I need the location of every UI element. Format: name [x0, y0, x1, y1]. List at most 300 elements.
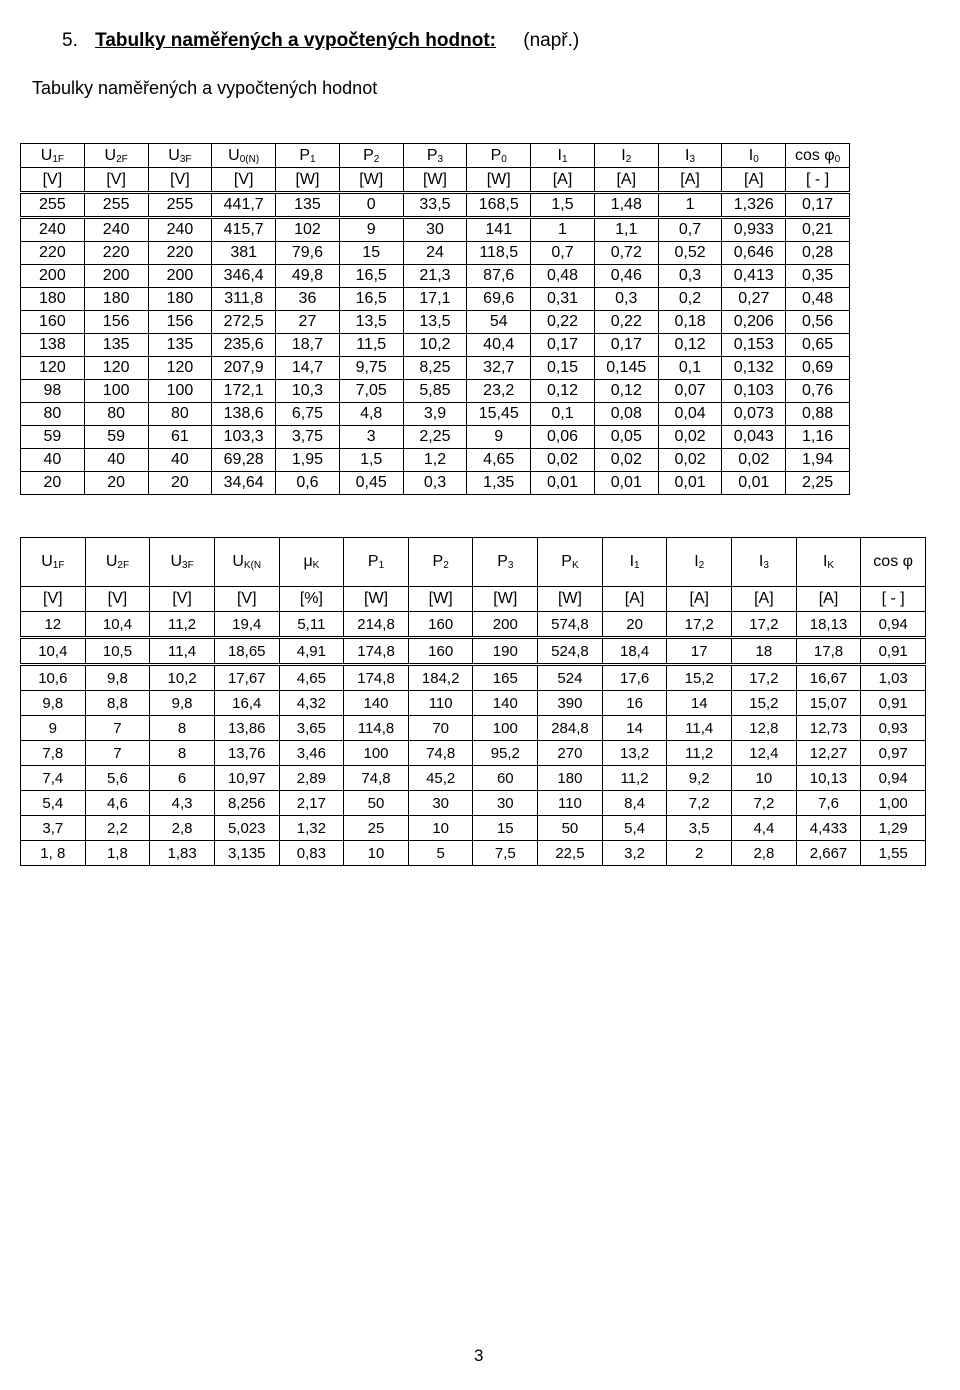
table-cell: 20	[84, 472, 148, 495]
table-cell: 141	[467, 218, 531, 242]
header-subscript: 1	[634, 560, 640, 571]
table-cell: 11,4	[667, 716, 732, 741]
table-cell: 235,6	[212, 334, 276, 357]
column-header	[279, 538, 344, 587]
table-cell: 0,83	[279, 841, 344, 866]
table-cell: 0,413	[722, 265, 786, 288]
table-cell: 10,4	[21, 638, 86, 665]
table-cell: 184,2	[408, 665, 473, 691]
table-cell: 50	[538, 816, 603, 841]
table-cell: 240	[84, 218, 148, 242]
table-cell: 7,2	[667, 791, 732, 816]
table-cell: 0,17	[786, 193, 850, 218]
table-cell: 6,75	[276, 403, 340, 426]
column-header	[786, 144, 850, 168]
table-cell: 30	[403, 218, 467, 242]
table-cell: 9,2	[667, 766, 732, 791]
header-symbol: U	[41, 553, 53, 570]
table-cell: 0,3	[594, 288, 658, 311]
table-cell: 0,12	[531, 380, 595, 403]
header-symbol: P	[497, 553, 508, 570]
header-symbol: μ	[303, 553, 313, 570]
table-row	[21, 334, 850, 357]
header-symbol: I	[557, 146, 562, 164]
unit-cell: [V]	[84, 168, 148, 193]
table-cell: 5	[408, 841, 473, 866]
header-symbol: I	[822, 553, 828, 570]
table-cell: 2,17	[279, 791, 344, 816]
table-cell: 49,8	[276, 265, 340, 288]
table-cell: 138	[21, 334, 85, 357]
column-header	[667, 538, 732, 587]
column-header	[594, 144, 658, 168]
table-cell: 220	[148, 242, 212, 265]
table-cell: 0,22	[594, 311, 658, 334]
table-cell: 12,73	[796, 716, 861, 741]
table-cell: 74,8	[344, 766, 409, 791]
table-cell: 10	[344, 841, 409, 866]
table-cell: 8,8	[85, 691, 150, 716]
table-cell: 441,7	[212, 193, 276, 218]
unit-cell: [V]	[214, 587, 279, 612]
table-cell: 3,135	[214, 841, 279, 866]
table-cell: 15,45	[467, 403, 531, 426]
table-cell: 2,89	[279, 766, 344, 791]
table-cell: 10,2	[150, 665, 215, 691]
table-cell: 40	[84, 449, 148, 472]
table-cell: 70	[408, 716, 473, 741]
table-cell: 0,35	[786, 265, 850, 288]
table-cell: 5,4	[21, 791, 86, 816]
table-cell: 13,2	[602, 741, 667, 766]
header-symbol: U	[168, 146, 180, 164]
section-number: 5.	[62, 30, 78, 51]
table-cell: 415,7	[212, 218, 276, 242]
table-cell: 87,6	[467, 265, 531, 288]
table-cell: 0,06	[531, 426, 595, 449]
table-cell: 34,64	[212, 472, 276, 495]
table-cell: 21,3	[403, 265, 467, 288]
table-row	[21, 472, 850, 495]
unit-cell: [V]	[21, 587, 86, 612]
table-cell: 3,7	[21, 816, 86, 841]
table-cell: 95,2	[473, 741, 538, 766]
table-cell: 0,6	[276, 472, 340, 495]
table-cell: 4,3	[150, 791, 215, 816]
table-cell: 156	[148, 311, 212, 334]
table-cell: 3,46	[279, 741, 344, 766]
header-symbol: U	[40, 146, 53, 164]
table-cell: 255	[148, 193, 212, 218]
table-cell: 23,2	[467, 380, 531, 403]
table-cell: 0,52	[658, 242, 722, 265]
table-cell: 8	[150, 716, 215, 741]
table-cell: 14	[667, 691, 732, 716]
table-cell: 18,13	[796, 612, 861, 638]
header-subscript: 2F	[117, 560, 130, 571]
unit-cell: [W]	[276, 168, 340, 193]
header-symbol: P	[426, 146, 438, 164]
unit-cell: [W]	[538, 587, 603, 612]
table-cell: 5,85	[403, 380, 467, 403]
table-row	[21, 288, 850, 311]
header-row	[21, 144, 850, 168]
table-row	[21, 612, 926, 638]
header-subscript: 0(N)	[239, 153, 260, 165]
table-cell: 165	[473, 665, 538, 691]
table-cell: 4,32	[279, 691, 344, 716]
table-row	[21, 741, 926, 766]
table-cell: 2	[667, 841, 732, 866]
table-cell: 1,03	[861, 665, 926, 691]
unit-cell: [V]	[148, 168, 212, 193]
header-subscript: 1F	[52, 560, 65, 571]
column-header	[21, 538, 86, 587]
table-cell: 80	[21, 403, 85, 426]
table-cell: 140	[473, 691, 538, 716]
header-subscript: K	[312, 560, 320, 571]
unit-cell: [ - ]	[861, 587, 926, 612]
table-cell: 10,6	[21, 665, 86, 691]
table-cell: 3,5	[667, 816, 732, 841]
column-header	[150, 538, 215, 587]
table-cell: 11,2	[667, 741, 732, 766]
unit-cell: [V]	[85, 587, 150, 612]
table-cell: 103,3	[212, 426, 276, 449]
table-cell: 69,6	[467, 288, 531, 311]
table-cell: 284,8	[538, 716, 603, 741]
table-cell: 0,12	[658, 334, 722, 357]
table-cell: 7,4	[21, 766, 86, 791]
header-symbol: P	[363, 146, 374, 164]
column-header	[658, 144, 722, 168]
table-cell: 1,2	[403, 449, 467, 472]
table-cell: 0,145	[594, 357, 658, 380]
table-cell: 1,32	[279, 816, 344, 841]
table-cell: 114,8	[344, 716, 409, 741]
table-cell: 14,7	[276, 357, 340, 380]
table-cell: 110	[538, 791, 603, 816]
header-symbol: U	[232, 553, 244, 570]
header-subscript: 3	[507, 560, 514, 571]
table-cell: 2,8	[150, 816, 215, 841]
header-symbol: P	[432, 553, 444, 570]
table-cell: 98	[21, 380, 85, 403]
table-cell: 12,27	[796, 741, 861, 766]
table-cell: 3	[339, 426, 403, 449]
table-cell: 135	[84, 334, 148, 357]
table-cell: 0,08	[594, 403, 658, 426]
table-cell: 1,83	[150, 841, 215, 866]
table-cell: 7	[85, 741, 150, 766]
table-cell: 160	[408, 612, 473, 638]
table-cell: 1,8	[85, 841, 150, 866]
table-cell: 0,933	[722, 218, 786, 242]
table-cell: 0	[339, 193, 403, 218]
header-subscript: 1F	[52, 153, 64, 165]
unit-cell: [W]	[339, 168, 403, 193]
table-cell: 27	[276, 311, 340, 334]
table-cell: 0,132	[722, 357, 786, 380]
tables-subtitle: Tabulky naměřených a vypočtených hodnot	[32, 78, 378, 98]
table-cell: 10	[732, 766, 797, 791]
table-cell: 14	[602, 716, 667, 741]
table-cell: 0,93	[861, 716, 926, 741]
table-cell: 0,103	[722, 380, 786, 403]
table-cell: 61	[148, 426, 212, 449]
table-cell: 180	[148, 288, 212, 311]
table-cell: 1, 8	[21, 841, 86, 866]
table-cell: 6	[150, 766, 215, 791]
header-subscript: 0	[834, 153, 841, 165]
table-cell: 15	[339, 242, 403, 265]
table-cell: 120	[84, 357, 148, 380]
page-number: 3	[474, 1346, 484, 1365]
table-cell: 100	[473, 716, 538, 741]
header-subscript: 1	[310, 153, 316, 165]
table-cell: 18,4	[602, 638, 667, 665]
table-cell: 0,22	[531, 311, 595, 334]
table-cell: 3,2	[602, 841, 667, 866]
table-cell: 19,4	[214, 612, 279, 638]
table-cell: 390	[538, 691, 603, 716]
table-cell: 40	[21, 449, 85, 472]
table-row	[21, 638, 926, 665]
table-cell: 4,4	[732, 816, 797, 841]
table-cell: 59	[84, 426, 148, 449]
table-cell: 3,75	[276, 426, 340, 449]
table-cell: 190	[473, 638, 538, 665]
table-cell: 16,5	[339, 265, 403, 288]
table-row	[21, 380, 850, 403]
table-cell: 0,153	[722, 334, 786, 357]
no-load-measurement-table	[20, 143, 850, 495]
table-cell: 0,2	[658, 288, 722, 311]
units-row	[21, 168, 850, 193]
unit-cell: [W]	[344, 587, 409, 612]
column-header	[339, 144, 403, 168]
table-cell: 22,5	[538, 841, 603, 866]
header-subscript: 2F	[116, 153, 128, 165]
table-cell: 0,7	[531, 242, 595, 265]
table-cell: 524	[538, 665, 603, 691]
unit-cell: [A]	[658, 168, 722, 193]
header-symbol: I	[748, 146, 754, 164]
header-symbol: P	[561, 553, 572, 570]
table-cell: 160	[408, 638, 473, 665]
table-cell: 12	[21, 612, 86, 638]
table-cell: 12,8	[732, 716, 797, 741]
header-symbol: cos φ	[794, 146, 835, 164]
table-cell: 59	[21, 426, 85, 449]
table-cell: 16	[602, 691, 667, 716]
table-cell: 9,8	[85, 665, 150, 691]
unit-cell: [W]	[467, 168, 531, 193]
table-cell: 74,8	[408, 741, 473, 766]
table-cell: 100	[344, 741, 409, 766]
table-cell: 80	[148, 403, 212, 426]
header-row	[21, 538, 926, 587]
table-row	[21, 311, 850, 334]
table-cell: 4,65	[467, 449, 531, 472]
table-cell: 17,67	[214, 665, 279, 691]
unit-cell: [A]	[531, 168, 595, 193]
section-title: Tabulky naměřených a vypočtených hodnot:	[95, 30, 496, 51]
table-cell: 79,6	[276, 242, 340, 265]
table-cell: 50	[344, 791, 409, 816]
table-cell: 0,46	[594, 265, 658, 288]
column-header	[214, 538, 279, 587]
table-cell: 7,05	[339, 380, 403, 403]
table-cell: 255	[84, 193, 148, 218]
table-cell: 0,02	[658, 449, 722, 472]
table-cell: 2,25	[786, 472, 850, 495]
table-cell: 138,6	[212, 403, 276, 426]
table-cell: 10,2	[403, 334, 467, 357]
table-cell: 1,5	[339, 449, 403, 472]
table-cell: 0,65	[786, 334, 850, 357]
table-cell: 0,94	[861, 612, 926, 638]
table-cell: 8,4	[602, 791, 667, 816]
table-cell: 7,2	[732, 791, 797, 816]
table-cell: 8,256	[214, 791, 279, 816]
table-cell: 140	[344, 691, 409, 716]
table-cell: 4,65	[279, 665, 344, 691]
header-subscript: 1	[378, 560, 385, 571]
column-header	[276, 144, 340, 168]
table-cell: 9,8	[21, 691, 86, 716]
table-cell: 0,94	[861, 766, 926, 791]
table-cell: 0,88	[786, 403, 850, 426]
header-subscript: 0	[501, 153, 507, 165]
table-cell: 0,91	[861, 691, 926, 716]
table-cell: 120	[148, 357, 212, 380]
table-cell: 2,667	[796, 841, 861, 866]
short-circuit-measurement-table	[20, 537, 926, 866]
column-header	[602, 538, 667, 587]
table-cell: 0,17	[531, 334, 595, 357]
table-cell: 45,2	[408, 766, 473, 791]
table-cell: 17,2	[732, 612, 797, 638]
unit-cell: [ - ]	[786, 168, 850, 193]
table-cell: 156	[84, 311, 148, 334]
header-subscript: K(N	[243, 560, 262, 571]
header-subscript: 3	[689, 153, 696, 165]
table-row	[21, 193, 850, 218]
table-cell: 1,55	[861, 841, 926, 866]
table-cell: 13,5	[403, 311, 467, 334]
header-symbol: U	[228, 146, 240, 164]
table-cell: 200	[473, 612, 538, 638]
table-cell: 0,17	[594, 334, 658, 357]
table-cell: 0,28	[786, 242, 850, 265]
table-cell: 0,04	[658, 403, 722, 426]
table-cell: 1	[531, 218, 595, 242]
section-heading	[62, 30, 579, 52]
unit-cell: [A]	[722, 168, 786, 193]
table-cell: 24	[403, 242, 467, 265]
table-cell: 0,76	[786, 380, 850, 403]
header-symbol: U	[104, 146, 117, 164]
table-cell: 207,9	[212, 357, 276, 380]
unit-cell: [V]	[150, 587, 215, 612]
header-subscript: 3	[763, 560, 769, 571]
table-cell: 240	[21, 218, 85, 242]
table-cell: 1,00	[861, 791, 926, 816]
table-cell: 0,073	[722, 403, 786, 426]
table-cell: 15,2	[667, 665, 732, 691]
header-subscript: 1	[561, 153, 568, 165]
table-cell: 2,25	[403, 426, 467, 449]
table-cell: 0,01	[594, 472, 658, 495]
table-cell: 9,75	[339, 357, 403, 380]
column-header	[85, 538, 150, 587]
column-header	[21, 144, 85, 168]
table-row	[21, 426, 850, 449]
table-cell: 40,4	[467, 334, 531, 357]
table-cell: 1	[658, 193, 722, 218]
table-cell: 0,02	[658, 426, 722, 449]
table-cell: 16,5	[339, 288, 403, 311]
header-subscript: 2	[625, 153, 632, 165]
header-subscript: K	[571, 560, 579, 571]
table-cell: 0,27	[722, 288, 786, 311]
table-cell: 0,91	[861, 638, 926, 665]
table-cell: 17,8	[796, 638, 861, 665]
column-header	[84, 144, 148, 168]
table-cell: 17,2	[732, 665, 797, 691]
unit-cell: [%]	[279, 587, 344, 612]
table-cell: 13,5	[339, 311, 403, 334]
table-cell: 100	[148, 380, 212, 403]
table-cell: 110	[408, 691, 473, 716]
table-cell: 200	[148, 265, 212, 288]
header-symbol: cos φ	[873, 553, 914, 570]
table-row	[21, 716, 926, 741]
unit-cell: [V]	[21, 168, 85, 193]
table-cell: 135	[148, 334, 212, 357]
table-cell: 13,86	[214, 716, 279, 741]
table-cell: 174,8	[344, 665, 409, 691]
table-cell: 1,29	[861, 816, 926, 841]
table-cell: 574,8	[538, 612, 603, 638]
header-symbol: I	[629, 553, 635, 570]
column-header	[861, 538, 926, 587]
table-cell: 30	[408, 791, 473, 816]
table-cell: 15,07	[796, 691, 861, 716]
table-cell: 0,31	[531, 288, 595, 311]
table-cell: 80	[84, 403, 148, 426]
header-subscript: K	[827, 560, 835, 571]
table-cell: 180	[538, 766, 603, 791]
table-row	[21, 665, 926, 691]
table-cell: 11,5	[339, 334, 403, 357]
column-header	[473, 538, 538, 587]
table-cell: 0,97	[861, 741, 926, 766]
table-cell: 1,94	[786, 449, 850, 472]
table-cell: 0,7	[658, 218, 722, 242]
table-cell: 180	[84, 288, 148, 311]
table-cell: 0,3	[403, 472, 467, 495]
table-cell: 10,4	[85, 612, 150, 638]
column-header	[722, 144, 786, 168]
table-cell: 0,1	[658, 357, 722, 380]
table-row	[21, 357, 850, 380]
table-cell: 0,02	[722, 449, 786, 472]
table-cell: 20	[21, 472, 85, 495]
table-cell: 9,8	[150, 691, 215, 716]
table-cell: 0,05	[594, 426, 658, 449]
